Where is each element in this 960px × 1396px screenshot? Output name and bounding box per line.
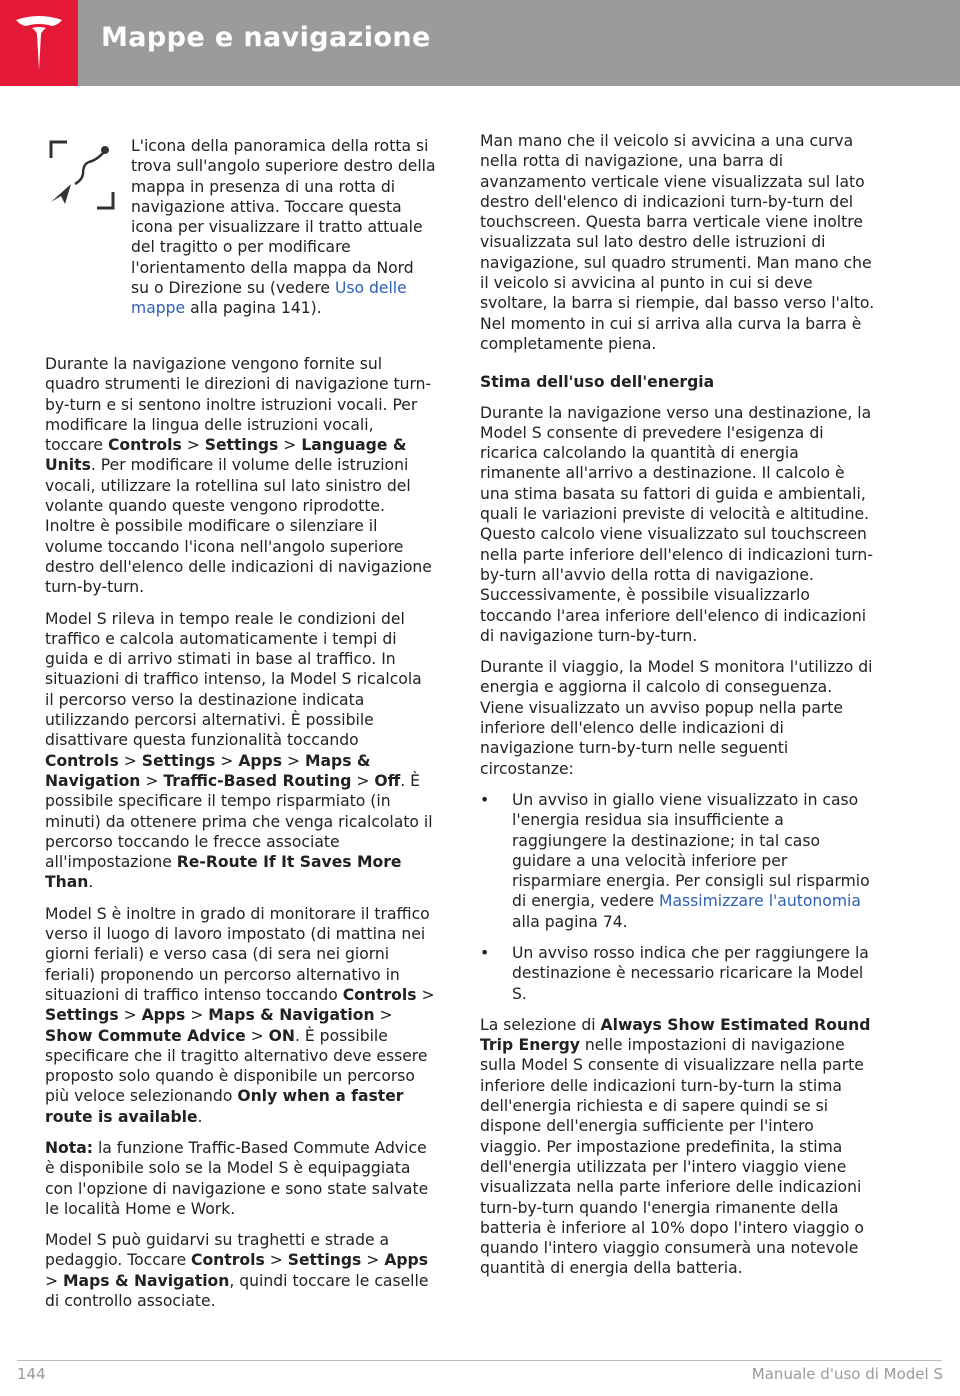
bullet-icon: • xyxy=(480,943,490,962)
left-column xyxy=(45,136,435,1322)
page-number: 144 xyxy=(17,1365,46,1383)
paragraph-traffic-routing: Model S rileva in tempo reale le condizioni del traffico e calcola automaticamente i tempi di guida e di arrivo stimati in base al traffico. In situazioni di traffico intenso, la Model S ricalcola il percorso verso la destinazione indicata utilizzando percorsi alternativi. È possibile disattivare questa funzionalità toccando Controls > Settings > Apps > Maps & Navigation > Traffic-Based Routing > Off. È possibile specificare il tempo risparmiato (in minuti) da ottenere prima che venga ricalcolato il percorso toccando le frecce associate all'impostazione Re-Route If It Saves More Than. xyxy=(45,609,433,892)
link-massimizzare-autonomia[interactable]: Massimizzare l'autonomia xyxy=(659,892,861,911)
paragraph-energy-monitoring: Durante il viaggio, la Model S monitora l'utilizzo di energia e aggiorna il calcolo di conseguenza. Viene visualizzato un avviso popup nella parte inferiore dell'elenco delle indicazioni di navigazione turn-by-turn nelle seguenti circostanze: xyxy=(480,658,873,778)
page-title: Mappe e navigazione xyxy=(101,22,431,53)
route-overview-description: L'icona della panoramica della rotta si trova sull'angolo superiore destro della mappa in presenza di una rotta di navigazione attiva. Toccare questa icona per visualizzare il tratto attuale del tragitto o per modificare l'orientamento della mappa da Nord su o Direzione su (vedere Uso delle mappe alla pagina 141). xyxy=(131,137,436,318)
paragraph-commute-advice: Model S è inoltre in grado di monitorare il traffico verso il luogo di lavoro impostato (di mattina nei giorni feriali) e verso casa (di sera nei giorni feriali) proponendo un percorso alternativo in situazioni di traffico intenso toccando Controls > Settings > Apps > Maps & Navigation > Show Commute Advice > ON. È possibile specificare che il tragitto alternativo deve essere proposto solo quando è disponibile un percorso più veloce selezionando Only when a faster route is available. xyxy=(45,904,435,1126)
manual-title: Manuale d'uso di Model S xyxy=(751,1365,943,1383)
paragraph-round-trip-energy: La selezione di Always Show Estimated Round Trip Energy nelle impostazioni di navigazione sulla Model S consente di visualizzare nella parte inferiore delle indicazioni turn-by-turn la stima dell'energia richiesta e di sapere quindi se si dispone dell'energia sufficiente per l'intero viaggio. Per impostazione predefinita, la stima dell'energia utilizzata per l'intero viaggio viene visualizzata nella parte inferiore delle indicazioni turn-by-turn quando l'energia rimanente della batteria è inferiore al 10% dopo l'intero viaggio o quando l'intero viaggio consumerà una notevole quantità di energia della batteria. xyxy=(480,1015,871,1278)
route-overview-block xyxy=(45,136,435,354)
note-paragraph: Nota: la funzione Traffic-Based Commute Advice è disponibile solo se la Model S è equipaggiata con l'opzione di navigazione e sono state salvate le località Home e Work. xyxy=(45,1138,429,1218)
tesla-logo-icon xyxy=(12,14,66,72)
paragraph-progress-bar: Man mano che il veicolo si avvicina a una curva nella rotta di navigazione, una barra di avanzamento verticale viene visualizzata sul lato destro dell'elenco di indicazioni turn-by-turn del touchscreen. Questa barra verticale viene inoltre visualizzata sul lato destro delle istruzioni di navigazione, sul quadro strumenti. Man mano che il veicolo si avvicina al punto in cui si deve svoltare, la barra si riempie, dal basso verso l'alto. Nel momento in cui si arriva alla curva la barra è completamente piena. xyxy=(480,132,875,353)
section-heading-energy: Stima dell'uso dell'energia xyxy=(480,373,715,392)
route-overview-icon xyxy=(49,140,115,210)
right-column xyxy=(480,131,875,1290)
brand-logo xyxy=(0,0,78,86)
bullet-icon: • xyxy=(480,790,490,809)
paragraph-energy-estimate: Durante la navigazione verso una destinazione, la Model S consente di prevedere l'esigenza di ricarica calcolando la quantità di energia rimanente all'arrivo a destinazione. Il calcolo è una stima basata su fattori di guida e ambientali, quali le variazioni previste di velocità e altitudine. Questo calcolo viene visualizzato sul touchscreen nella parte inferiore dell'elenco di indicazioni turn-by-turn all'avvio della rotta di navigazione. Successivamente, è possibile visualizzarlo toccando l'area inferiore dell'elenco di indicazioni di navigazione turn-by-turn. xyxy=(480,403,873,645)
list-item-red-alert: • Un avviso rosso indica che per raggiungere la destinazione è necessario ricaricare la Model S. xyxy=(480,943,869,1003)
paragraph-ferries-tolls: Model S può guidarvi su traghetti e strade a pedaggio. Toccare Controls > Settings > Apps > Maps & Navigation, quindi toccare le caselle di controllo associate. xyxy=(45,1231,429,1311)
link-uso-delle-mappe[interactable]: Uso delle mappe xyxy=(131,279,407,318)
page-header xyxy=(0,0,960,86)
footer-divider xyxy=(17,1360,942,1361)
list-item-yellow-alert: • Un avviso in giallo viene visualizzato in caso l'energia residua sia insufficiente a raggiungere la destinazione; in tal caso guidare a una velocità inferiore per risparmiare energia. Per consigli sul risparmio di energia, vedere Massimizzare l'autonomia alla pagina 74. xyxy=(480,790,870,931)
note-label: Nota: xyxy=(45,1138,93,1157)
paragraph-voice-instructions: Durante la navigazione vengono fornite sul quadro strumenti le direzioni di navigazione turn-by-turn e si sentono inoltre istruzioni vocali. Per modificare la lingua delle istruzioni vocali, toccare Controls > Settings > Language & Units. Per modificare il volume delle istruzioni vocali, utilizzare la rotellina sul lato sinistro del volante quando queste vengono riprodotte. Inoltre è possibile modificare o silenziare il volume toccando l'icona nell'angolo superiore destro dell'elenco delle indicazioni di navigazione turn-by-turn. xyxy=(45,355,432,597)
